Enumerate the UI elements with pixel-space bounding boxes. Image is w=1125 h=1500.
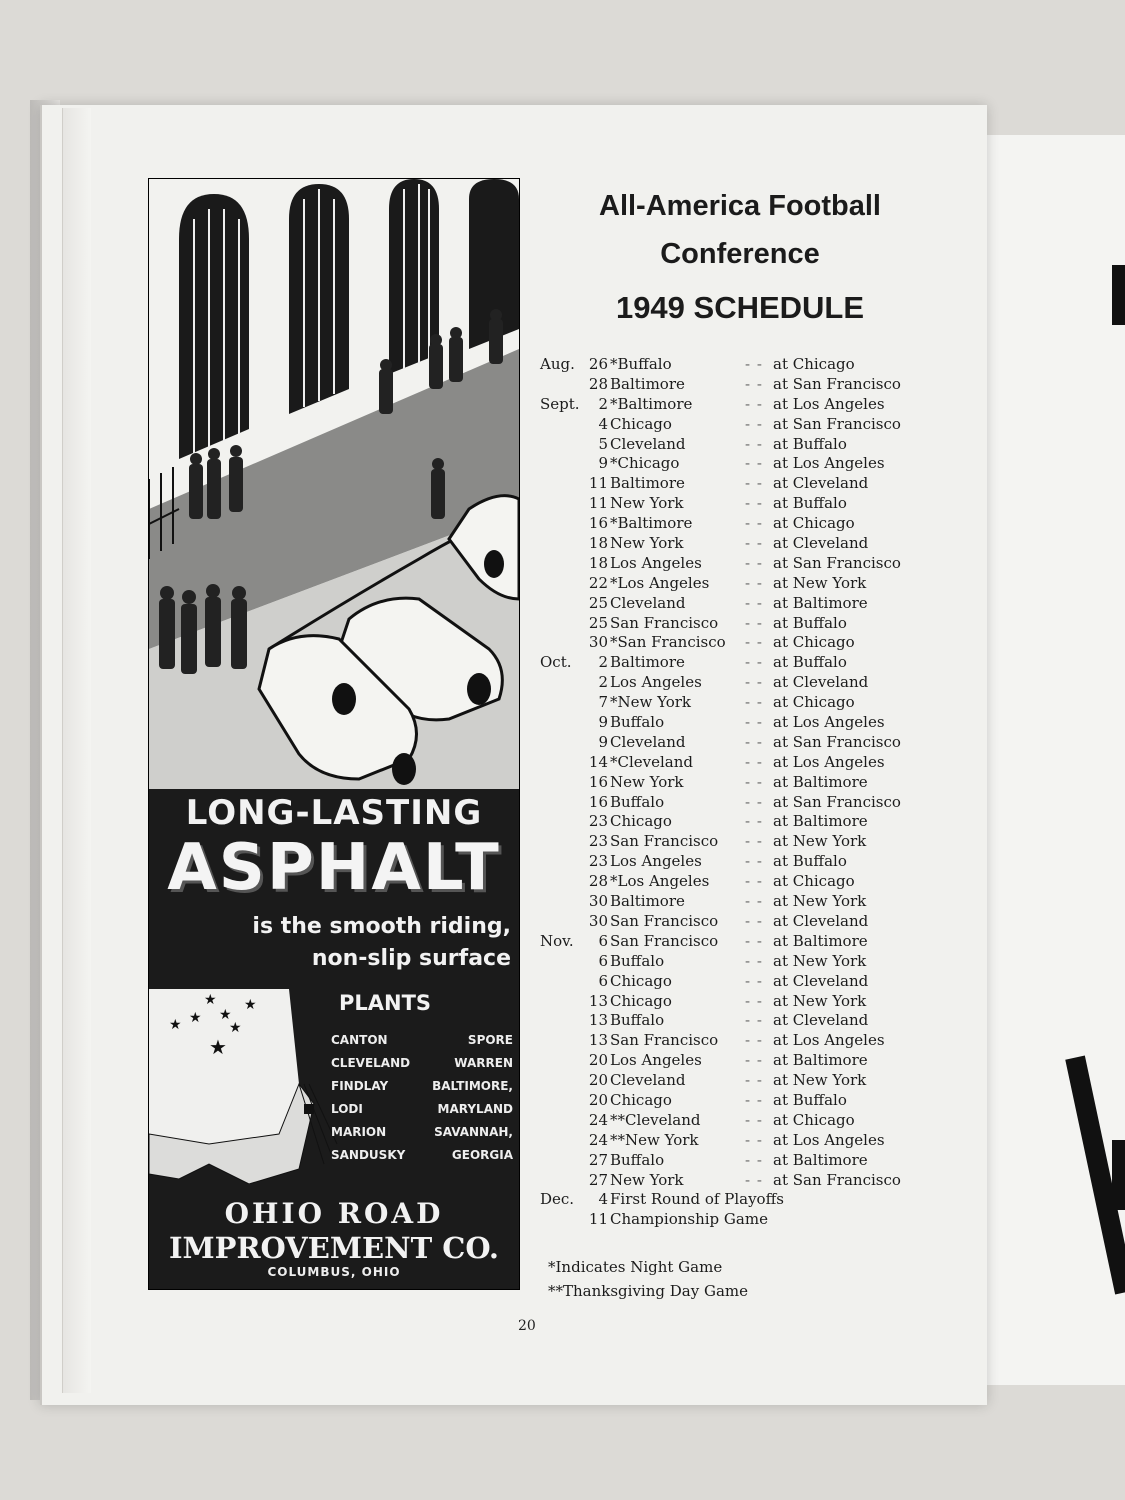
schedule-row <box>540 534 930 554</box>
schedule-team: Buffalo <box>610 1150 665 1169</box>
schedule-month: Dec. <box>540 1190 575 1209</box>
schedule-month: Aug. <box>540 355 575 373</box>
schedule-day: 20 <box>588 1051 608 1070</box>
schedule-team: Los Angeles <box>610 852 702 871</box>
schedule-opponent: at Baltimore <box>773 593 868 612</box>
schedule-row <box>540 355 930 375</box>
leader-dashes: - - <box>745 653 763 672</box>
schedule-team: *Los Angeles <box>610 573 710 592</box>
schedule-team: New York <box>610 534 684 553</box>
schedule-day: 2 <box>598 673 608 692</box>
schedule-opponent: at New York <box>773 1071 867 1090</box>
schedule-opponent: at San Francisco <box>773 414 901 433</box>
schedule-day: 9 <box>598 732 608 751</box>
schedule-opponent: at San Francisco <box>773 792 901 811</box>
schedule-team: San Francisco <box>610 613 719 632</box>
leader-dashes: - - <box>745 911 763 930</box>
schedule-opponent: at Los Angeles <box>773 454 885 473</box>
schedule-opponent: at Los Angeles <box>773 1130 885 1149</box>
facing-page-mark <box>1112 1140 1125 1210</box>
schedule-opponent: at Buffalo <box>773 494 847 513</box>
schedule-day: 9 <box>598 713 608 732</box>
schedule-team: Los Angeles <box>610 553 702 572</box>
plant-city: MARYLAND <box>437 1102 513 1116</box>
schedule-row <box>540 1011 930 1031</box>
schedule-row <box>540 1171 930 1191</box>
leader-dashes: - - <box>745 673 763 692</box>
plant-city: SPORE <box>467 1033 513 1047</box>
schedule-day: 16 <box>588 772 608 791</box>
schedule-day: 18 <box>588 534 608 553</box>
schedule-team: Championship Game <box>610 1210 768 1229</box>
schedule-day: 4 <box>598 414 608 433</box>
schedule-row <box>540 1151 930 1171</box>
schedule-month: Sept. <box>540 394 580 413</box>
plants-row <box>331 1029 513 1052</box>
schedule-team: *Cleveland <box>610 752 694 771</box>
leader-dashes: - - <box>745 872 763 891</box>
schedule-day: 2 <box>598 653 608 672</box>
schedule-day: 26 <box>588 355 608 373</box>
schedule-day: 24 <box>588 1110 608 1129</box>
schedule-opponent: at San Francisco <box>773 553 901 572</box>
schedule-team: Baltimore <box>610 892 685 911</box>
schedule-day: 27 <box>588 1170 608 1189</box>
ohio-map-icon <box>149 984 339 1184</box>
schedule-day: 13 <box>588 1011 608 1030</box>
schedule-team: *San Francisco <box>610 633 726 652</box>
schedule-day: 20 <box>588 1090 608 1109</box>
leader-dashes: - - <box>745 414 763 433</box>
schedule-team: Buffalo <box>610 1011 665 1030</box>
schedule-team: Buffalo <box>610 713 665 732</box>
schedule-opponent: at Chicago <box>773 872 855 891</box>
facing-page-mark <box>1112 265 1125 325</box>
leader-dashes: - - <box>745 514 763 533</box>
schedule-row <box>540 992 930 1012</box>
leader-dashes: - - <box>745 613 763 632</box>
schedule-row <box>540 435 930 455</box>
schedule-team: First Round of Playoffs <box>610 1190 784 1209</box>
schedule-row <box>540 1111 930 1131</box>
schedule-row <box>540 1051 930 1071</box>
leader-dashes: - - <box>745 573 763 592</box>
schedule-opponent: at Baltimore <box>773 812 868 831</box>
leader-dashes: - - <box>745 812 763 831</box>
schedule-day: 5 <box>598 434 608 453</box>
leader-dashes: - - <box>745 355 763 373</box>
schedule-opponent: at Chicago <box>773 1110 855 1129</box>
leader-dashes: - - <box>745 593 763 612</box>
schedule-row <box>540 753 930 773</box>
schedule-team: San Francisco <box>610 931 719 950</box>
plant-city: CLEVELAND <box>331 1056 411 1070</box>
schedule-team: Baltimore <box>610 653 685 672</box>
leader-dashes: - - <box>745 1110 763 1129</box>
schedule-opponent: at Chicago <box>773 355 855 373</box>
schedule-day: 14 <box>588 752 608 771</box>
svg-text:★: ★ <box>219 1007 232 1023</box>
stadium-illustration <box>149 179 519 789</box>
schedule-day: 2 <box>598 394 608 413</box>
ad-headline-asphalt: ASPHALT <box>167 831 501 905</box>
leader-dashes: - - <box>745 454 763 473</box>
schedule-day: 23 <box>588 812 608 831</box>
schedule-row <box>540 574 930 594</box>
leader-dashes: - - <box>745 832 763 851</box>
page-number: 20 <box>518 1318 536 1334</box>
schedule-opponent: at San Francisco <box>773 374 901 393</box>
schedule-day: 11 <box>588 1210 608 1229</box>
schedule-opponent: at Baltimore <box>773 1051 868 1070</box>
schedule-row <box>540 733 930 753</box>
schedule-team: San Francisco <box>610 1031 719 1050</box>
schedule-row <box>540 1091 930 1111</box>
svg-text:★: ★ <box>229 1020 242 1036</box>
schedule-day: 9 <box>598 454 608 473</box>
ad-company-city: COLUMBUS, OHIO <box>267 1265 401 1279</box>
schedule-team: Chicago <box>610 991 672 1010</box>
schedule-row <box>540 454 930 474</box>
leader-dashes: - - <box>745 1130 763 1149</box>
schedule-opponent: at Cleveland <box>773 474 869 493</box>
schedule-opponent: at Buffalo <box>773 653 847 672</box>
schedule-opponent: at Cleveland <box>773 1011 869 1030</box>
schedule-row <box>540 1071 930 1091</box>
schedule-team: Los Angeles <box>610 673 702 692</box>
leader-dashes: - - <box>745 1031 763 1050</box>
leader-dashes: - - <box>745 951 763 970</box>
leader-dashes: - - <box>745 792 763 811</box>
schedule-team: Buffalo <box>610 951 665 970</box>
ad-tagline-line-2: non-slip surface <box>311 946 511 971</box>
schedule-row <box>540 395 930 415</box>
schedule-opponent: at Chicago <box>773 693 855 712</box>
schedule-team: Chicago <box>610 414 672 433</box>
leader-dashes: - - <box>745 374 763 393</box>
plants-row <box>331 1121 513 1144</box>
leader-dashes: - - <box>745 892 763 911</box>
schedule-team: Cleveland <box>610 434 686 453</box>
leader-dashes: - - <box>745 991 763 1010</box>
schedule-row <box>540 852 930 872</box>
schedule-team: Los Angeles <box>610 1051 702 1070</box>
schedule-day: 24 <box>588 1130 608 1149</box>
schedule-month: Nov. <box>540 931 574 950</box>
schedule-day: 11 <box>588 494 608 513</box>
schedule-row <box>540 1210 930 1230</box>
leader-dashes: - - <box>745 713 763 732</box>
schedule-row <box>540 415 930 435</box>
schedule-opponent: at Los Angeles <box>773 394 885 413</box>
leader-dashes: - - <box>745 1051 763 1070</box>
schedule-day: 6 <box>598 931 608 950</box>
svg-text:★: ★ <box>209 1035 227 1059</box>
schedule-opponent: at New York <box>773 991 867 1010</box>
schedule-day: 30 <box>588 633 608 652</box>
plants-row <box>331 1075 513 1098</box>
schedule-day: 22 <box>588 573 608 592</box>
schedule-opponent: at Baltimore <box>773 1150 868 1169</box>
leader-dashes: - - <box>745 494 763 513</box>
schedule-team: Cleveland <box>610 732 686 751</box>
schedule-day: 11 <box>588 474 608 493</box>
schedule-day: 27 <box>588 1150 608 1169</box>
schedule-team: *Los Angeles <box>610 872 710 891</box>
ad-headline-long-lasting: LONG-LASTING <box>185 793 483 833</box>
leader-dashes: - - <box>745 971 763 990</box>
schedule-opponent: at Baltimore <box>773 931 868 950</box>
schedule-opponent: at Cleveland <box>773 534 869 553</box>
ad-company-name-line-2: IMPROVEMENT CO. <box>168 1231 500 1265</box>
schedule-opponent: at Buffalo <box>773 1090 847 1109</box>
schedule-opponent: at New York <box>773 573 867 592</box>
schedule-day: 30 <box>588 911 608 930</box>
schedule-row <box>540 793 930 813</box>
schedule-row <box>540 474 930 494</box>
plant-city: WARREN <box>454 1056 513 1070</box>
schedule-day: 16 <box>588 514 608 533</box>
schedule-opponent: at Chicago <box>773 633 855 652</box>
leader-dashes: - - <box>745 1150 763 1169</box>
schedule-opponent: at New York <box>773 892 867 911</box>
schedule-opponent: at San Francisco <box>773 1170 901 1189</box>
schedule-row <box>540 952 930 972</box>
schedule-row <box>540 494 930 514</box>
svg-text:★: ★ <box>244 997 257 1013</box>
schedule-opponent: at Baltimore <box>773 772 868 791</box>
schedule-row <box>540 932 930 952</box>
schedule-team: *Chicago <box>610 454 680 473</box>
schedule-opponent: at Cleveland <box>773 673 869 692</box>
schedule-row <box>540 972 930 992</box>
schedule-day: 23 <box>588 832 608 851</box>
schedule-title-line-3: 1949 SCHEDULE <box>615 290 865 325</box>
schedule-opponent: at Cleveland <box>773 911 869 930</box>
schedule-day: 6 <box>598 971 608 990</box>
schedule-day: 13 <box>588 1031 608 1050</box>
schedule-team: Cleveland <box>610 1071 686 1090</box>
plants-row <box>331 1144 513 1167</box>
schedule-day: 28 <box>588 872 608 891</box>
plant-city: GEORGIA <box>451 1148 513 1162</box>
svg-text:★: ★ <box>189 1010 202 1026</box>
schedule-day: 28 <box>588 374 608 393</box>
schedule-opponent: at Los Angeles <box>773 713 885 732</box>
schedule-row <box>540 693 930 713</box>
schedule-opponent: at New York <box>773 951 867 970</box>
schedule-team: New York <box>610 1170 684 1189</box>
schedule-row <box>540 633 930 653</box>
schedule-day: 13 <box>588 991 608 1010</box>
schedule-row <box>540 554 930 574</box>
leader-dashes: - - <box>745 633 763 652</box>
asphalt-advertisement <box>148 178 520 1290</box>
page-edge <box>62 108 91 1393</box>
leader-dashes: - - <box>745 772 763 791</box>
schedule-opponent: at Buffalo <box>773 434 847 453</box>
night-game-note: *Indicates Night Game <box>548 1258 723 1276</box>
schedule-row <box>540 912 930 932</box>
schedule-day: 16 <box>588 792 608 811</box>
leader-dashes: - - <box>745 852 763 871</box>
plant-city: BALTIMORE, <box>432 1079 513 1093</box>
svg-text:★: ★ <box>204 992 217 1008</box>
plant-city: MARION <box>331 1125 387 1139</box>
schedule-row <box>540 773 930 793</box>
schedule-day: 25 <box>588 593 608 612</box>
leader-dashes: - - <box>745 534 763 553</box>
schedule-day: 30 <box>588 892 608 911</box>
schedule-team: **New York <box>610 1130 699 1149</box>
schedule-row <box>540 673 930 693</box>
schedule-opponent: at Cleveland <box>773 971 869 990</box>
schedule-team: Chicago <box>610 971 672 990</box>
plants-row <box>331 1098 513 1121</box>
leader-dashes: - - <box>745 693 763 712</box>
schedule-team: Baltimore <box>610 374 685 393</box>
schedule-team: Baltimore <box>610 474 685 493</box>
plant-city: SAVANNAH, <box>434 1125 513 1139</box>
schedule-title-line-2: Conference <box>660 238 820 270</box>
schedule-opponent: at Los Angeles <box>773 1031 885 1050</box>
plant-city: SANDUSKY <box>331 1148 406 1162</box>
schedule-title-line-1: All-America Football <box>599 190 881 222</box>
schedule-row <box>540 872 930 892</box>
schedule-month: Oct. <box>540 653 572 672</box>
schedule-day: 6 <box>598 951 608 970</box>
ad-tagline-line-1: is the smooth riding, <box>252 914 511 939</box>
leader-dashes: - - <box>745 1011 763 1030</box>
schedule-team: *Baltimore <box>610 514 693 533</box>
leader-dashes: - - <box>745 732 763 751</box>
leader-dashes: - - <box>745 752 763 771</box>
schedule-day: 18 <box>588 553 608 572</box>
leader-dashes: - - <box>745 1090 763 1109</box>
schedule-team: New York <box>610 772 684 791</box>
schedule-team: *New York <box>610 693 691 712</box>
leader-dashes: - - <box>745 434 763 453</box>
plant-city: LODI <box>331 1102 363 1116</box>
schedule-day: 7 <box>598 693 608 712</box>
schedule-opponent: at Chicago <box>773 514 855 533</box>
schedule-row <box>540 514 930 534</box>
schedule-team: San Francisco <box>610 911 719 930</box>
schedule-row <box>540 375 930 395</box>
schedule-day: 4 <box>598 1190 608 1209</box>
schedule-team: *Buffalo <box>610 355 672 373</box>
schedule-row <box>540 812 930 832</box>
schedule-day: 23 <box>588 852 608 871</box>
schedule-row <box>540 594 930 614</box>
ad-company-name-line-1: OHIO ROAD <box>224 1197 444 1230</box>
schedule-team: Chicago <box>610 812 672 831</box>
schedule-row <box>540 1131 930 1151</box>
schedule-team: Chicago <box>610 1090 672 1109</box>
schedule-team: *Baltimore <box>610 394 693 413</box>
schedule-opponent: at Buffalo <box>773 613 847 632</box>
schedule-team: Buffalo <box>610 792 665 811</box>
schedule-opponent: at Buffalo <box>773 852 847 871</box>
schedule-team: Cleveland <box>610 593 686 612</box>
plant-city: CANTON <box>331 1033 388 1047</box>
svg-text:★: ★ <box>169 1017 182 1033</box>
schedule-opponent: at San Francisco <box>773 732 901 751</box>
schedule-row <box>540 614 930 634</box>
leader-dashes: - - <box>745 1071 763 1090</box>
schedule-team: **Cleveland <box>610 1110 701 1129</box>
plants-row <box>331 1052 513 1075</box>
schedule-opponent: at Los Angeles <box>773 752 885 771</box>
schedule-row <box>540 892 930 912</box>
schedule-row <box>540 653 930 673</box>
schedule-row <box>540 832 930 852</box>
schedule-day: 25 <box>588 613 608 632</box>
plants-list <box>331 1029 513 1167</box>
schedule-opponent: at New York <box>773 832 867 851</box>
plant-city: FINDLAY <box>331 1079 389 1093</box>
schedule-row <box>540 713 930 733</box>
schedule-row <box>540 1190 930 1210</box>
leader-dashes: - - <box>745 394 763 413</box>
schedule-row <box>540 1031 930 1051</box>
schedule-table <box>540 355 930 1230</box>
schedule-team: San Francisco <box>610 832 719 851</box>
schedule-day: 20 <box>588 1071 608 1090</box>
thanksgiving-game-note: **Thanksgiving Day Game <box>548 1282 748 1300</box>
leader-dashes: - - <box>745 1170 763 1189</box>
schedule-team: New York <box>610 494 684 513</box>
leader-dashes: - - <box>745 474 763 493</box>
leader-dashes: - - <box>745 931 763 950</box>
leader-dashes: - - <box>745 553 763 572</box>
plants-heading: PLANTS <box>339 991 432 1015</box>
